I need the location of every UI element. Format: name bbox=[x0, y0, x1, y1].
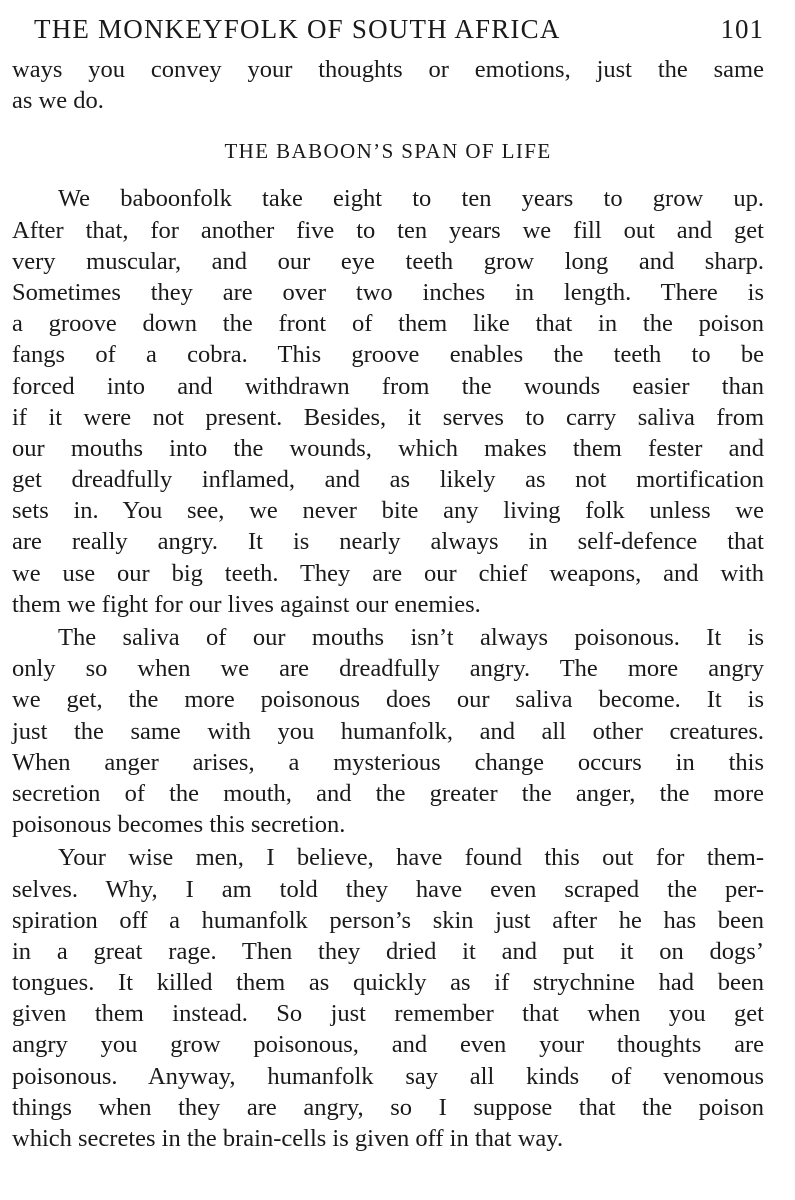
text-line: secretion of the mouth, and the greater the anger, the more bbox=[12, 779, 764, 807]
text-line: fangs of a cobra. This groove enables the teeth to be bbox=[12, 341, 764, 369]
body-paragraph-1 bbox=[12, 183, 764, 620]
page-number: 101 bbox=[720, 14, 764, 44]
text-line: angry you grow poisonous, and even your thoughts are bbox=[12, 1031, 764, 1059]
text-line: The saliva of our mouths isn’t always poisonous. It is bbox=[58, 624, 764, 651]
text-line: tongues. It killed them as quickly as if strychnine had been bbox=[12, 969, 764, 997]
text-line: selves. Why, I am told they have even scraped the per- bbox=[12, 875, 764, 903]
text-line: very muscular, and our eye teeth grow long and sharp. bbox=[12, 247, 764, 275]
text-line: just the same with you humanfolk, and all other creatures. bbox=[12, 717, 764, 745]
text-line: a groove down the front of them like that in the poison bbox=[12, 310, 764, 338]
text-line: sets in. You see, we never bite any living folk unless we bbox=[12, 497, 764, 525]
text-line: After that, for another five to ten years we fill out and get bbox=[12, 216, 764, 244]
text-line: in a great rage. Then they dried it and put it on dogs’ bbox=[12, 937, 764, 965]
intro-paragraph bbox=[12, 54, 764, 116]
text-line: them we fight for our lives against our enemies. bbox=[12, 590, 481, 618]
text-line: our mouths into the wounds, which makes them fester and bbox=[12, 434, 764, 462]
text-line: given them instead. So just remember that when you get bbox=[12, 1000, 764, 1028]
text-line: only so when we are dreadfully angry. The more angry bbox=[12, 655, 764, 683]
text-line: poisonous. Anyway, humanfolk say all kinds of venomous bbox=[12, 1062, 764, 1090]
text-line: as we do. bbox=[12, 87, 104, 115]
book-page bbox=[12, 8, 764, 1154]
text-line: spiration off a humanfolk person’s skin just after he has been bbox=[12, 906, 764, 934]
body-paragraph-3 bbox=[12, 842, 764, 1154]
text-line: ways you convey your thoughts or emotions, just the same bbox=[12, 56, 764, 83]
text-line: if it were not present. Besides, it serves to carry saliva from bbox=[12, 403, 764, 431]
section-heading: THE BABOON’S SPAN OF LIFE bbox=[224, 139, 552, 164]
text-line: Your wise men, I believe, have found this out for them- bbox=[58, 844, 764, 872]
text-line: we get, the more poisonous does our saliva become. It is bbox=[12, 686, 764, 714]
text-line: When anger arises, a mysterious change occurs in this bbox=[12, 748, 764, 776]
text-line: we use our big teeth. They are our chief weapons, and with bbox=[12, 559, 764, 587]
text-line: things when they are angry, so I suppose that the poison bbox=[12, 1093, 764, 1121]
running-head bbox=[12, 8, 764, 54]
running-head-title: THE MONKEYFOLK OF SOUTH AFRICA bbox=[34, 14, 561, 44]
text-line: forced into and withdrawn from the wounds easier than bbox=[12, 372, 764, 400]
text-line: We baboonfolk take eight to ten years to grow up. bbox=[58, 185, 764, 213]
text-line: poisonous becomes this secretion. bbox=[12, 811, 346, 839]
text-line: get dreadfully inflamed, and as likely as not mortification bbox=[12, 466, 764, 494]
text-line: which secretes in the brain-cells is given off in that way. bbox=[12, 1125, 564, 1152]
text-line: Sometimes they are over two inches in length. There is bbox=[12, 278, 764, 306]
text-line: are really angry. It is nearly always in self-defence that bbox=[12, 528, 764, 556]
body-paragraph-2 bbox=[12, 622, 764, 840]
